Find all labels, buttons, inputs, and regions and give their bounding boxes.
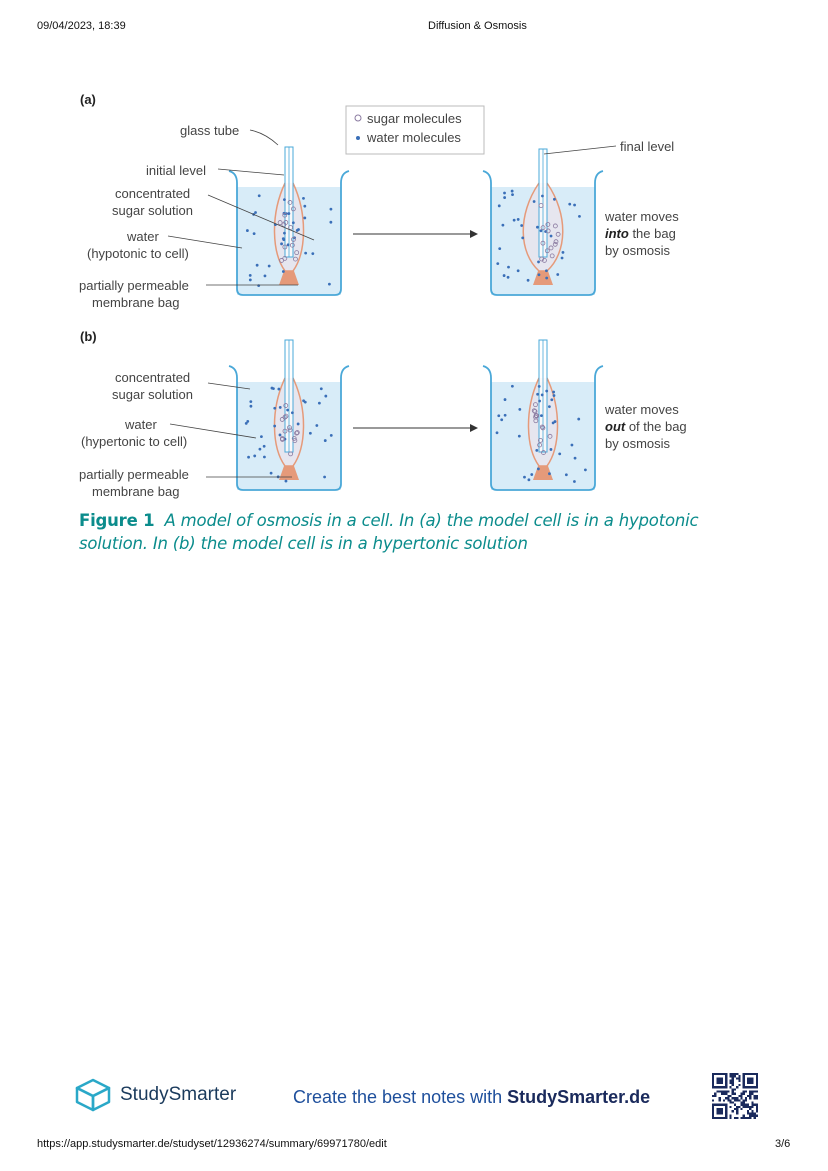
- water-molecule-icon: [356, 136, 360, 140]
- label-a-conc-2: sugar solution: [112, 203, 193, 218]
- label-b-water-2: (hypertonic to cell): [81, 434, 188, 449]
- arrow-a-icon: [353, 230, 478, 238]
- label-glass-tube: glass tube: [180, 123, 240, 138]
- osmosis-figure: [70, 85, 710, 515]
- label-initial-level: initial level: [146, 163, 206, 178]
- label-a-conc-1: concentrated: [115, 186, 191, 201]
- studysmarter-logo[interactable]: [74, 1078, 236, 1112]
- label-final-level: final level: [620, 139, 675, 154]
- panel-b-label: (b): [80, 329, 97, 344]
- label-a-moves-2: [605, 226, 676, 241]
- label-b-moves-bold: out: [605, 419, 626, 434]
- beaker-a-initial: [229, 147, 349, 295]
- label-a-membrane-1: partially permeable: [79, 278, 189, 293]
- qr-code-icon[interactable]: [712, 1073, 758, 1119]
- tagline[interactable]: [293, 1087, 650, 1108]
- figure-caption: [79, 509, 759, 555]
- tagline-brand: StudySmarter.de: [507, 1087, 651, 1107]
- brand-name: StudySmarter: [120, 1084, 237, 1105]
- print-datetime: 09/04/2023, 18:39: [37, 20, 126, 32]
- panel-a-label: (a): [80, 92, 96, 107]
- label-a-moves-rest: the bag: [628, 226, 676, 241]
- legend-sugar: sugar molecules: [367, 111, 462, 126]
- beaker-a-final: [483, 149, 603, 295]
- beakers: [229, 147, 603, 490]
- label-a-membrane-2: membrane bag: [92, 295, 180, 310]
- label-b-conc-1: concentrated: [115, 370, 191, 385]
- tagline-prefix: Create the best notes with: [293, 1087, 508, 1107]
- label-a-moves-3: by osmosis: [605, 243, 671, 258]
- caption-text: A model of osmosis in a cell. In (a) the model cell is in a hypotonic solution. In (b) the model cell is in a hypertonic solution: [79, 511, 699, 553]
- label-b-water-1: water: [125, 417, 157, 432]
- label-b-membrane-2: membrane bag: [92, 484, 180, 499]
- legend-water: water molecules: [367, 130, 461, 145]
- label-b-moves-1: water moves: [605, 402, 679, 417]
- page-number: 3/6: [775, 1138, 791, 1150]
- label-b-moves-rest: of the bag: [625, 419, 687, 434]
- caption-label: Figure 1: [79, 511, 155, 530]
- label-b-moves-3: by osmosis: [605, 436, 671, 451]
- label-a-moves-bold: into: [605, 226, 629, 241]
- label-a-water-1: water: [127, 229, 159, 244]
- label-b-membrane-1: partially permeable: [79, 467, 189, 482]
- arrow-b-icon: [353, 424, 478, 432]
- label-b-moves-2: [605, 419, 687, 434]
- page-url: https://app.studysmarter.de/studyset/12936274/summary/69971780/edit: [37, 1138, 387, 1150]
- beaker-b-final: [483, 340, 603, 490]
- legend: [346, 106, 484, 154]
- studysmarter-cube-icon: [74, 1078, 112, 1112]
- label-a-water-2: (hypotonic to cell): [87, 246, 189, 261]
- beaker-b-initial: [229, 340, 349, 490]
- label-a-moves-1: water moves: [605, 209, 679, 224]
- document-title: Diffusion & Osmosis: [428, 20, 527, 32]
- label-b-conc-2: sugar solution: [112, 387, 193, 402]
